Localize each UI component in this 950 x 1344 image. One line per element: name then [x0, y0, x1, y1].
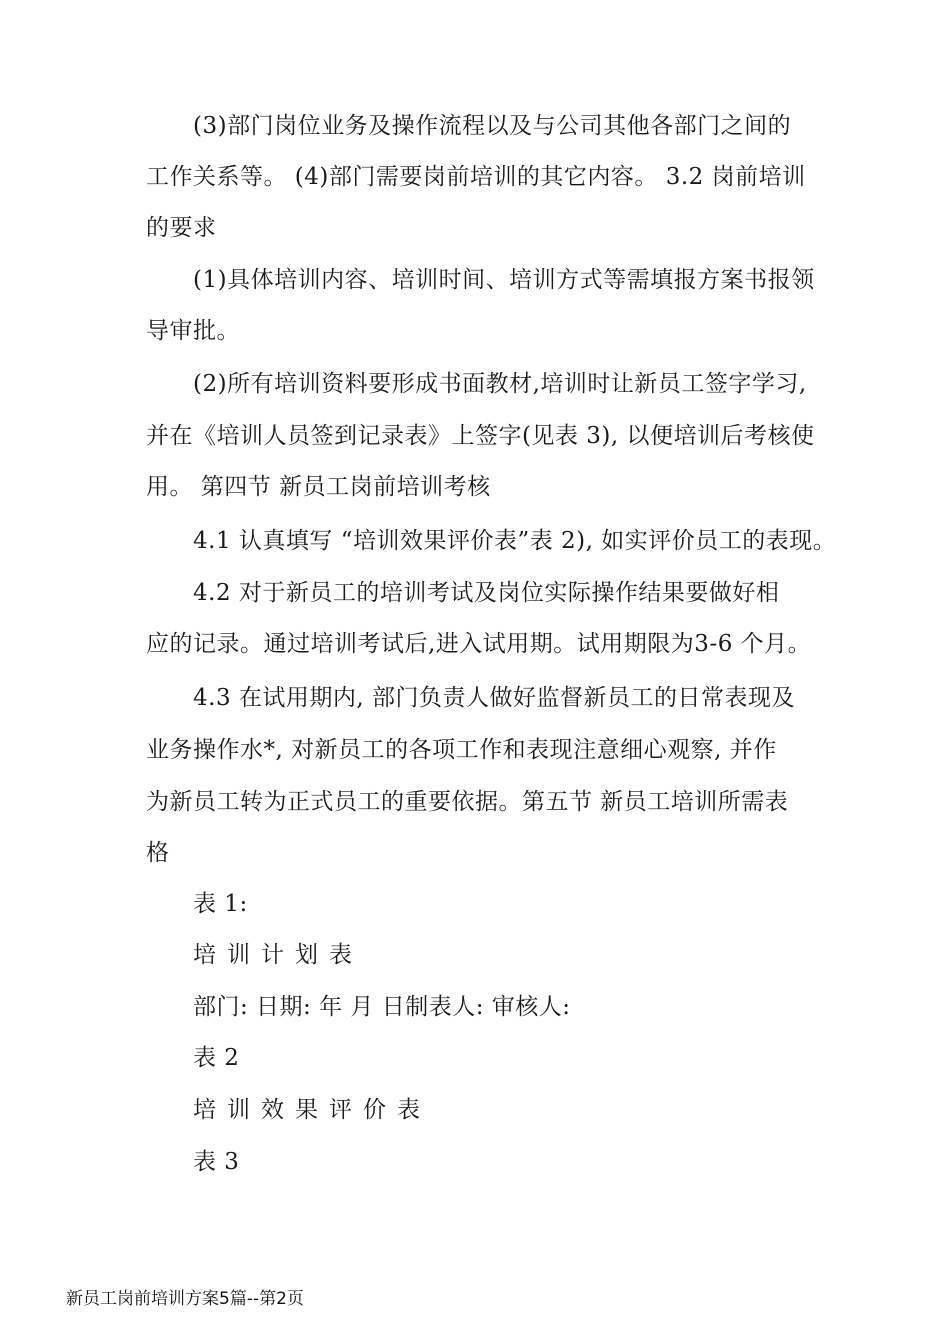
table-label: 表 3 — [193, 1149, 240, 1175]
body-text-line: 工作关系等。 (4)部门需要岗前培训的其它内容。 3.2 岗前培训 — [146, 164, 806, 190]
table-label: 表 1: — [193, 891, 248, 917]
body-text-line: 为新员工转为正式员工的重要依据。第五节 新员工培训所需表 — [146, 789, 789, 815]
body-text-line: 导审批。 — [146, 318, 240, 344]
body-text-line: 应的记录。通过培训考试后,进入试用期。试用期限为3-6 个月。 — [146, 631, 812, 657]
table-label: 表 2 — [193, 1045, 240, 1071]
body-text-line: 业务操作水*, 对新员工的各项工作和表现注意细心观察, 并作 — [146, 737, 777, 763]
body-text-line: 格 — [146, 840, 170, 866]
table-header-fields: 部门: 日期: 年 月 日制表人: 审核人: — [193, 994, 571, 1020]
body-text-line: (3)部门岗位业务及操作流程以及与公司其他各部门之间的 — [193, 113, 792, 139]
table-title: 培训效果评价表 — [193, 1097, 431, 1123]
body-text-line: 4.3 在试用期内, 部门负责人做好监督新员工的日常表现及 — [193, 685, 796, 711]
body-text-line: 4.1 认真填写 “培训效果评价表”表 2), 如实评价员工的表现。 — [193, 528, 837, 554]
body-text-line: 并在《培训人员签到记录表》上签字(见表 3), 以便培训后考核使 — [146, 423, 815, 449]
body-text-line: (2)所有培训资料要形成书面教材,培训时让新员工签字学习, — [193, 371, 807, 397]
body-text-line: 的要求 — [146, 215, 217, 241]
body-text-line: 4.2 对于新员工的培训考试及岗位实际操作结果要做好相 — [193, 580, 780, 606]
section-heading-line: 用。 第四节 新员工岗前培训考核 — [146, 474, 491, 500]
body-text-line: (1)具体培训内容、培训时间、培训方式等需填报方案书报领 — [193, 267, 815, 293]
page-footer: 新员工岗前培训方案5篇--第2页 — [66, 1289, 304, 1309]
table-title: 培训计划表 — [193, 942, 363, 968]
